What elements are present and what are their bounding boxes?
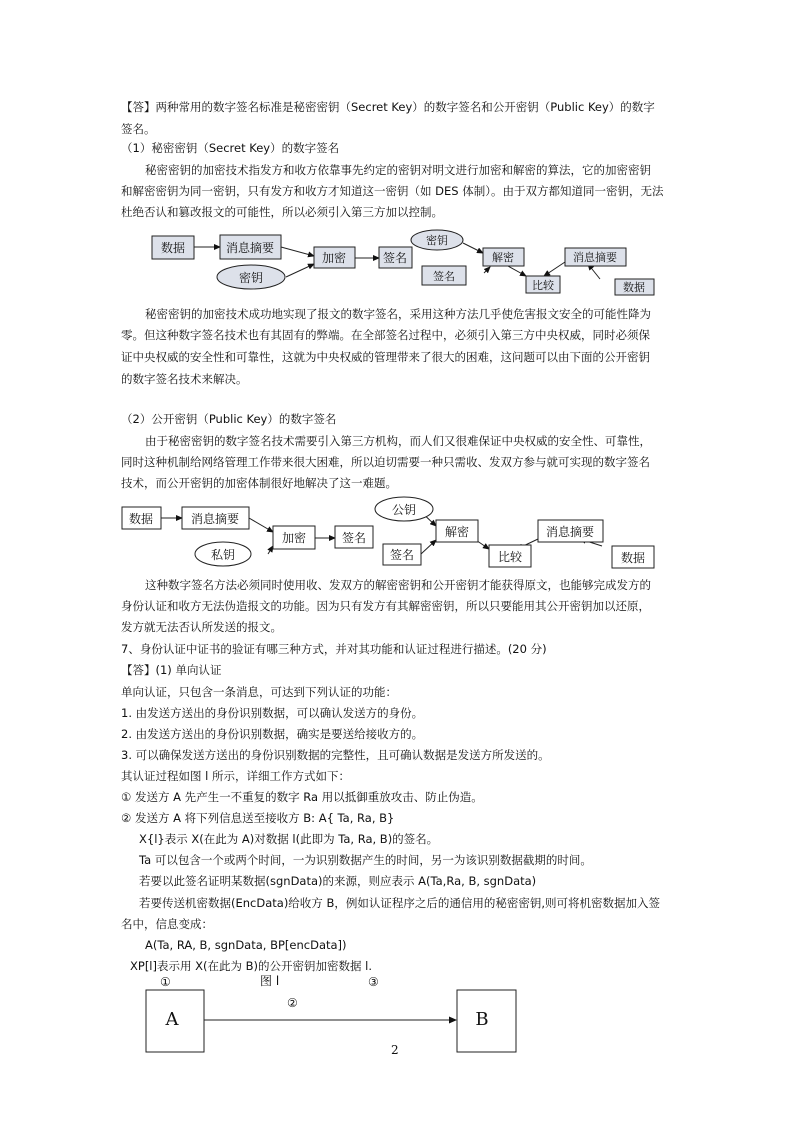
data-label: 数据 — [128, 512, 154, 526]
answer-7-line-1: 单向认证，只包含一条消息，可达到下列认证的功能： — [121, 685, 397, 699]
answer-7-step-2: ② 发送方 A 将下列信息送至接收方 B: A{ Ta, Ra, B} — [121, 811, 395, 825]
public-key-eval-line-2: 身份认证和收方无法伪造报文的功能。因为只有发方有其解密密钥，所以只要能用其公开密钥加以还原， — [121, 599, 650, 613]
digest-label: 消息摘要 — [190, 512, 240, 526]
secret-key-signature-diagram — [140, 226, 660, 296]
answer-intro-line-2: 签名。 — [121, 122, 156, 136]
sign-label: 签名 — [341, 531, 367, 545]
one-way-auth-figure — [140, 970, 530, 1058]
marker-1: ① — [160, 975, 171, 989]
answer-7-line-5: 若要以此签名证明某数据(sgnData)的来源，则应表示 A(Ta,Ra, B, sgnData) — [139, 874, 537, 888]
secret-key-eval-line-2: 零。但这种数字签名技术也有其固有的弊端。在全部签名过程中，必须引入第三方中央权威，同时必须保 — [121, 328, 650, 342]
secret-key-eval-line-1: 秘密密钥的加密技术成功地实现了报文的数字签名，采用这种方法几乎使危害报文安全的可能性降为 — [145, 307, 651, 321]
secret-key-eval-line-4: 的数字签名技术来解决。 — [121, 372, 248, 386]
public-key-eval-line-3: 发方就无法否认所发送的报文。 — [121, 620, 282, 634]
public-key-signature-diagram — [118, 494, 663, 576]
digest2-label: 消息摘要 — [573, 251, 617, 264]
decrypt-label: 解密 — [444, 525, 470, 539]
sign2-label: 签名 — [433, 270, 455, 283]
key-label: 密钥 — [238, 271, 264, 285]
public-key-eval-line-1: 这种数字签名方法必须同时使用收、发双方的解密密钥和公开密钥才能获得原文，也能够完成发方的 — [145, 578, 651, 592]
answer-intro-line-1: 【答】两种常用的数字签名标准是秘密密钥（Secret Key）的数字签名和公开密钥（Public Key）的数字 — [121, 100, 655, 114]
sign2-label: 签名 — [389, 548, 415, 562]
section-1-title: （1）秘密密钥（Secret Key）的数字签名 — [121, 141, 340, 155]
answer-7-line-3: X{l}表示 X(在此为 A)对数据 l(此即为 Ta, Ra, B)的签名。 — [139, 832, 439, 846]
encrypt-label: 加密 — [321, 251, 347, 265]
answer-7-item-3: 3. 可以确保发送方送出的身份识别数据的完整性，且可确认数据是发送方所发送的。 — [121, 748, 550, 762]
secret-key-para-line-3: 杜绝否认和篡改报文的可能性，所以必须引入第三方加以控制。 — [121, 205, 443, 219]
marker-2: ② — [287, 996, 298, 1010]
decrypt-label: 解密 — [492, 251, 514, 264]
answer-7-line-9: XP[l]表示用 X(在此为 B)的公开密钥加密数据 l. — [130, 959, 373, 973]
public-key-label: 公钥 — [391, 503, 417, 517]
public-key-para-line-2: 同时这种机制给网络管理工作带来很大困难，所以迫切需要一种只需收、发双方参与就可实现的数字签名 — [121, 455, 650, 469]
answer-7-line-6: 若要传送机密数据(EncData)给收方 B，例如认证程序之后的通信用的秘密密钥,则可将机密数据加入签 — [139, 896, 661, 910]
data2-label: 数据 — [620, 551, 646, 565]
digest-label: 消息摘要 — [225, 241, 275, 255]
page-number: 2 — [391, 1043, 399, 1057]
answer-7-line-7: 名中，信息变成： — [121, 917, 213, 931]
data2-label: 数据 — [623, 281, 645, 294]
answer-7-item-2: 2. 由发送方送出的身份识别数据，确实是要送给接收方的。 — [121, 727, 424, 741]
secret-key-para-line-1: 秘密密钥的加密技术指发方和收方依靠事先约定的密钥对明文进行加密和解密的算法，它的加密密钥 — [145, 163, 651, 177]
question-7: 7、身份认证中证书的验证有哪三种方式，并对其功能和认证过程进行描述。(20 分) — [121, 642, 547, 656]
answer-7-line-2: 其认证过程如图 l 所示，详细工作方式如下： — [121, 769, 351, 783]
section-2-title: （2）公开密钥（Public Key）的数字签名 — [121, 412, 337, 426]
box-a-label: A — [165, 1009, 179, 1030]
marker-3: ③ — [368, 975, 379, 989]
compare-label: 比较 — [497, 550, 523, 564]
public-key-para-line-1: 由于秘密密钥的数字签名技术需要引入第三方机构，而人们又很难保证中央权威的安全性、可靠性， — [145, 434, 651, 448]
box-b-label: B — [475, 1009, 489, 1030]
encrypt-label: 加密 — [281, 531, 307, 545]
figure-caption: 图 l — [260, 974, 280, 988]
answer-7-line-8: A(Ta, RA, B, sgnData, BP[encData]) — [145, 938, 347, 952]
key2-label: 密钥 — [426, 234, 448, 247]
private-key-label: 私钥 — [210, 548, 236, 562]
answer-7-item-1: 1. 由发送方送出的身份识别数据，可以确认发送方的身份。 — [121, 706, 424, 720]
compare-label: 比较 — [532, 279, 554, 292]
data-label: 数据 — [160, 241, 186, 255]
public-key-para-line-3: 技术，而公开密钥的加密体制很好地解决了这一难题。 — [121, 476, 397, 490]
secret-key-eval-line-3: 证中央权威的安全性和可靠性，这就为中央权威的管理带来了很大的困难，这问题可以由下面的公开密钥 — [121, 350, 650, 364]
sign-label: 签名 — [382, 251, 408, 265]
secret-key-para-line-2: 和解密密钥为同一密钥，只有发方和收方才知道这一密钥（如 DES 体制）。由于双方都知道同一密钥，无法 — [121, 184, 664, 198]
digest2-label: 消息摘要 — [545, 525, 595, 539]
answer-7-line-4: Ta 可以包含一个或两个时间，一为识别数据产生的时间，另一为该识别数据截期的时间。 — [139, 853, 592, 867]
answer-7-title: 【答】(1) 单向认证 — [121, 663, 222, 677]
answer-7-step-1: ① 发送方 A 先产生一不重复的数字 Ra 用以抵御重放攻击、防止伪造。 — [121, 790, 483, 804]
